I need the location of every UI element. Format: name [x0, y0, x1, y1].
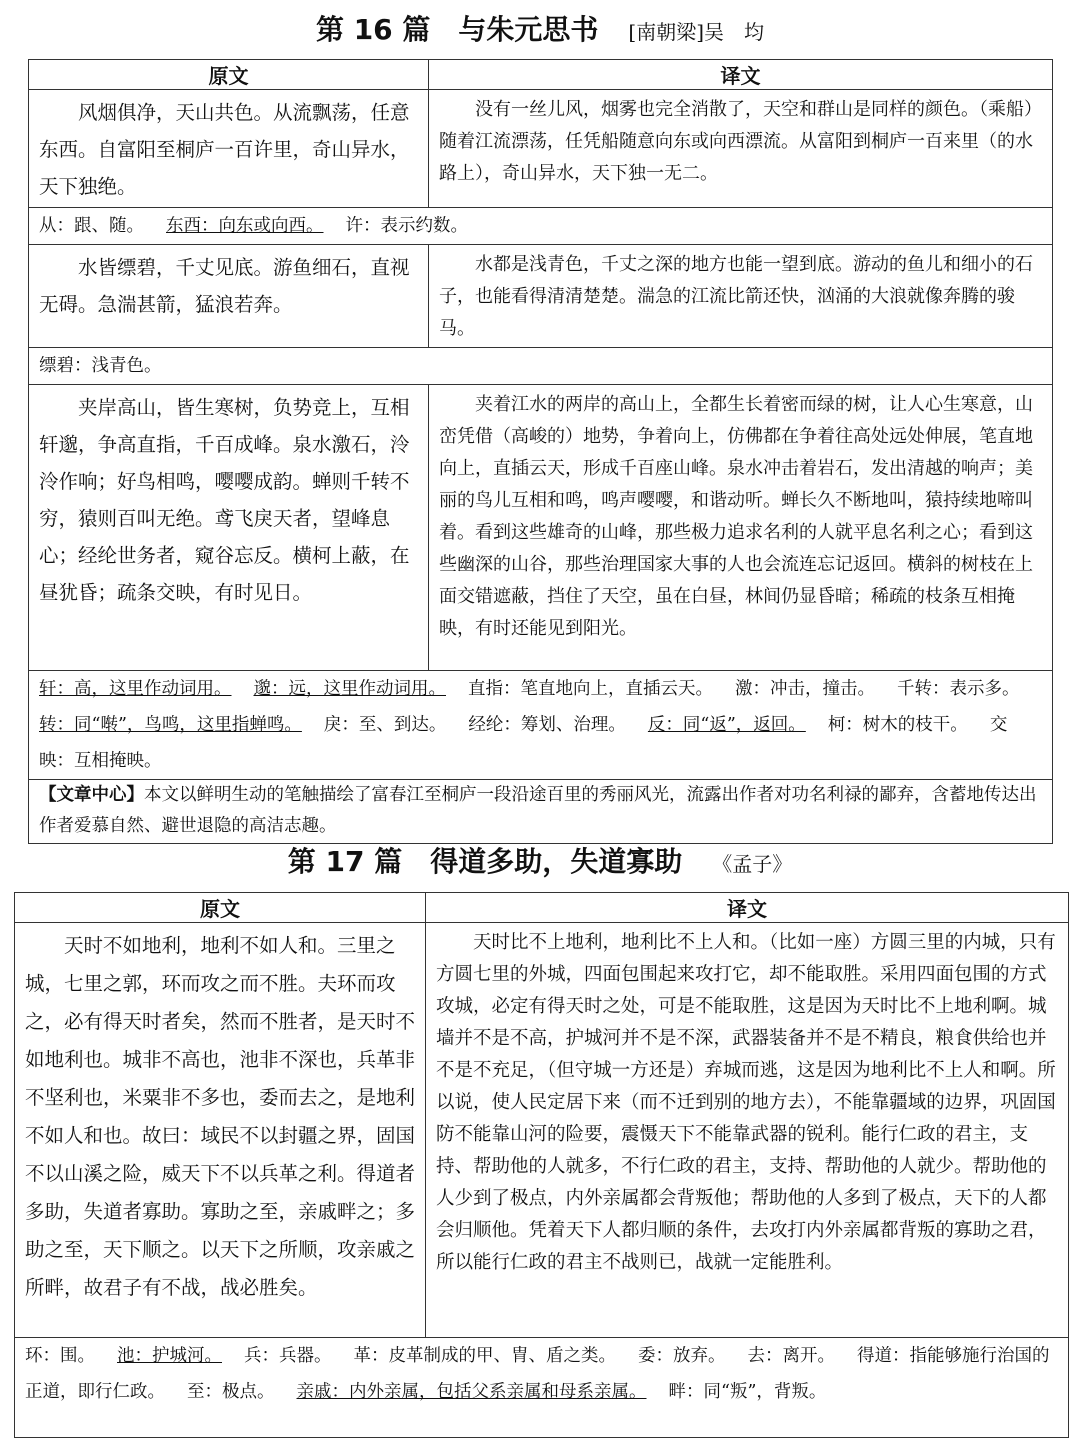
translation-text: 天时比不上地利，地利比不上人和。（比如一座）方圆三里的内城，只有方圆七里的外城，四面包围起来攻打它，却不能取胜。采用四面包围的方式攻城，必定有得天时之处，可是不能取胜，这是因为天时比不上地利啊。城墙并不是不高，护城河并不是不深，武器装备并不是不精良，粮食供给也并不是不充足，（但守城一方还是）弃城而逃，这是因为地利比不上人和啊。所以说，使人民定居下来（而不迁到别的地方去），不能靠疆域的边界，巩固国防不能靠山河的险要，震慑天下不能靠武器的锐利。能行仁政的君主，支持、帮助他的人就多，不行仁政的君主，支持、帮助他的人就少。帮助他的人少到了极点，内外亲属都会背叛他；帮助他的人多到了极点，天下的人都会归顺他。凭着天下人都归顺的条件，去攻打内外亲属都背叛的寡助之君，所以能行仁政的君主不战则已，战就一定能胜利。 [426, 923, 1069, 1338]
annotation: 戾：至、到达。 [323, 715, 447, 735]
original-text: 天时不如地利，地利不如人和。三里之城，七里之郭，环而攻之而不胜。夫环而攻之，必有得天时者矣，然而不胜者，是天时不如地利也。城非不高也，池非不深也，兵革非不坚利也，米粟非不多也，委而去之，是地利不如人和也。故曰：域民不以封疆之界，固国不以山溪之险，威天下不以兵革之利。得道者多助，失道者寡助。寡助之至，亲戚畔之；多助之至，天下顺之。以天下之所顺，攻亲戚之所畔，故君子有不战，战必胜矣。 [15, 923, 426, 1338]
section-16-heading [0, 8, 1080, 48]
translation-text: 没有一丝儿风，烟雾也完全消散了，天空和群山是同样的颜色。（乘船）随着江流漂荡，任凭船随意向东或向西漂流。从富阳到桐庐一百来里（的水路上），奇山异水，天下独一无二。 [429, 90, 1053, 208]
annotation: 至：极点。 [187, 1382, 275, 1402]
article-center-label: 【文章中心】 [39, 785, 144, 805]
section-16-source: [南朝梁]吴 均 [628, 20, 765, 44]
translation-text: 水都是浅青色，千丈之深的地方也能一望到底。游动的鱼儿和细小的石子，也能看得清清楚楚。湍急的江流比箭还快，汹涌的大浪就像奔腾的骏马。 [429, 245, 1053, 348]
column-header-translation: 译文 [426, 893, 1069, 923]
annotation: 千转：表示多。 [897, 679, 1020, 699]
annotation: 从：跟、随。 [39, 216, 144, 236]
annotation-cell [29, 348, 1053, 385]
column-header-translation: 译文 [429, 60, 1053, 90]
original-text: 夹岸高山，皆生寒树，负势竞上，互相轩邈，争高直指，千百成峰。泉水激石，泠泠作响；好鸟相鸣，嘤嘤成韵。蝉则千转不穷，猿则百叫无绝。鸢飞戾天者，望峰息心；经纶世务者，窥谷忘反。横柯上蔽，在昼犹昏；疏条交映，有时见日。 [29, 385, 429, 671]
annotation: 反：同“返”，返回。 [647, 715, 806, 735]
article-center-cell [29, 780, 1053, 844]
annotation: 东西：向东或向西。 [166, 216, 324, 236]
section-17-table [14, 892, 1069, 1438]
annotation: 转：同“啭”，鸟鸣，这里指蝉鸣。 [39, 715, 302, 735]
annotation: 许：表示约数。 [345, 216, 468, 236]
annotation: 兵：兵器。 [244, 1346, 332, 1366]
section-17-heading [0, 840, 1080, 880]
section-16-table [28, 59, 1053, 844]
table-row [29, 90, 1053, 208]
annotation: 环：围。 [25, 1346, 95, 1366]
notes-row [15, 1338, 1069, 1438]
annotation: 交映：互相掩映。 [39, 715, 1008, 771]
notes-row [29, 348, 1053, 385]
annotation: 经纶：筹划、治理。 [468, 715, 626, 735]
annotation: 直指：笔直地向上，直插云天。 [468, 679, 713, 699]
annotation: 邈：远，这里作动词用。 [253, 679, 446, 699]
annotation: 去：离开。 [747, 1346, 835, 1366]
table-header-row [29, 60, 1053, 90]
original-text: 风烟俱净，天山共色。从流飘荡，任意东西。自富阳至桐庐一百许里，奇山异水，天下独绝。 [29, 90, 429, 208]
annotation: 柯：树木的枝干。 [827, 715, 968, 735]
section-17-source: 《孟子》 [712, 852, 793, 876]
annotation: 轩：高，这里作动词用。 [39, 679, 232, 699]
table-header-row [15, 893, 1069, 923]
annotation: 革：皮革制成的甲、胄、盾之类。 [353, 1346, 616, 1366]
annotation-cell [29, 671, 1053, 780]
annotation: 缥碧：浅青色。 [39, 356, 162, 376]
annotation: 亲戚：内外亲属，包括父系亲属和母系亲属。 [296, 1382, 647, 1402]
section-17-title: 第 17 篇 得道多助，失道寡助 [287, 845, 683, 878]
notes-row [29, 208, 1053, 245]
article-center-text: 本文以鲜明生动的笔触描绘了富春江至桐庐一段沿途百里的秀丽风光，流露出作者对功名利禄的鄙弃，含蓄地传达出作者爱慕自然、避世退隐的高洁志趣。 [39, 785, 1037, 836]
article-center-row [29, 780, 1053, 844]
table-row [29, 385, 1053, 671]
original-text: 水皆缥碧，千丈见底。游鱼细石，直视无碍。急湍甚箭，猛浪若奔。 [29, 245, 429, 348]
section-16-title: 第 16 篇 与朱元思书 [315, 13, 599, 46]
translation-text: 夹着江水的两岸的高山上，全都生长着密而绿的树，让人心生寒意，山峦凭借（高峻的）地势，争着向上，仿佛都在争着往高处远处伸展，笔直地向上，直插云天，形成千百座山峰。泉水冲击着岩石，发出清越的响声；美丽的鸟儿互相和鸣，鸣声嘤嘤，和谐动听。蝉长久不断地叫，猿持续地啼叫着。看到这些雄奇的山峰，那些极力追求名利的人就平息名利之心；看到这些幽深的山谷，那些治理国家大事的人也会流连忘记返回。横斜的树枝在上面交错遮蔽，挡住了天空，虽在白昼，林间仍显昏暗；稀疏的枝条互相掩映，有时还能见到阳光。 [429, 385, 1053, 671]
annotation: 委：放弃。 [638, 1346, 726, 1366]
table-row [29, 245, 1053, 348]
annotation: 激：冲击，撞击。 [735, 679, 875, 699]
notes-row [29, 671, 1053, 780]
column-header-original: 原文 [15, 893, 426, 923]
column-header-original: 原文 [29, 60, 429, 90]
annotation: 得道：指能够施行治国的正道，即行仁政。 [25, 1346, 1050, 1402]
annotation: 池：护城河。 [117, 1346, 222, 1366]
annotation: 畔：同“叛”，背叛。 [668, 1382, 827, 1402]
annotation-cell [15, 1338, 1069, 1438]
table-row [15, 923, 1069, 1338]
annotation-cell [29, 208, 1053, 245]
